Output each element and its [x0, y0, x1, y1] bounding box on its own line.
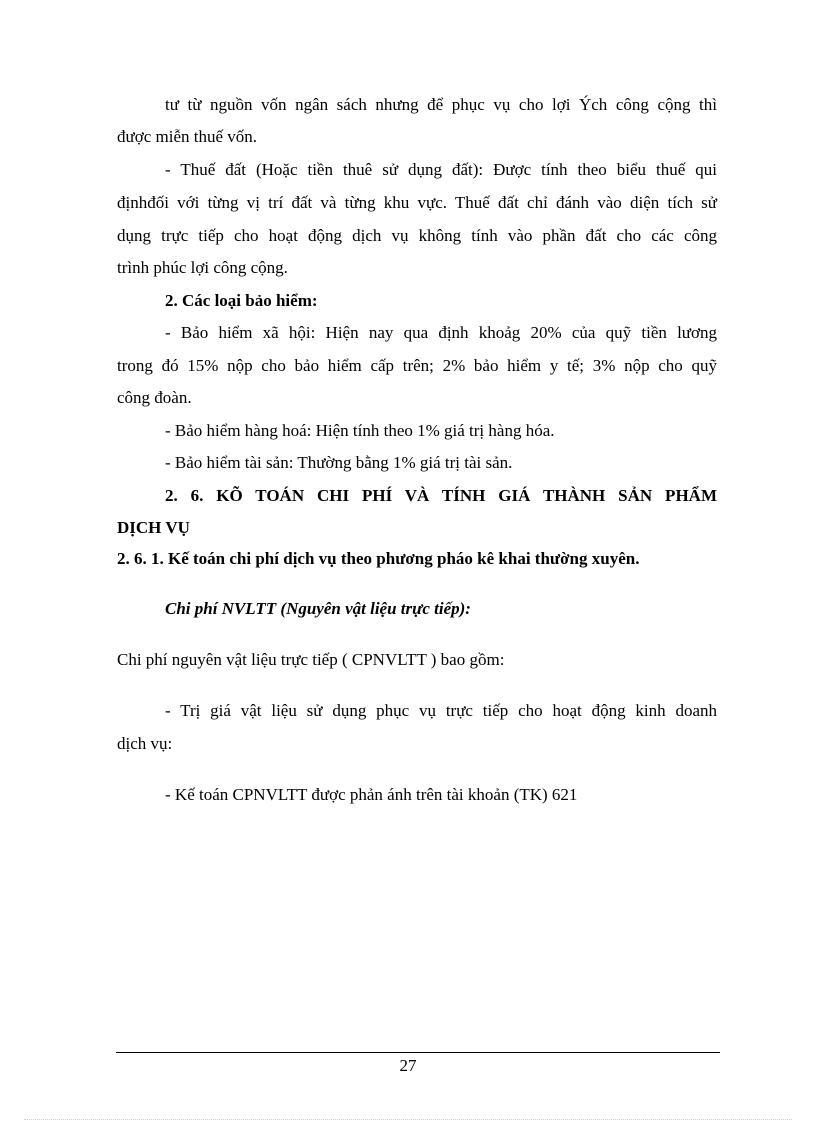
paragraph-line-20: - Kế toán CPNVLTT được phản ánh trên tài khoản (TK) 621: [165, 785, 578, 804]
paragraph-line-11: - Bảo hiểm hàng hoá: Hiện tính theo 1% giá trị hàng hóa.: [165, 421, 555, 440]
paragraph-line-8: - Bảo hiểm xã hội: Hiện nay qua định khoảg 20% của quỹ tiền lương: [165, 323, 717, 342]
paragraph-line-1: tư từ nguồn vốn ngân sách nhưng để phục vụ cho lợi Ých công cộng thì: [165, 95, 717, 114]
page-edge-divider: [24, 1119, 792, 1120]
page-number: 27: [399, 1056, 417, 1075]
paragraph-line-5: dụng trực tiếp cho hoạt động dịch vụ không tính vào phần đất cho các công: [117, 226, 717, 245]
paragraph-line-10: công đoàn.: [117, 388, 192, 407]
paragraph-line-19: dịch vụ:: [117, 734, 173, 753]
paragraph-line-2: được miễn thuế vốn.: [117, 127, 258, 146]
paragraph-line-18: - Trị giá vật liệu sử dụng phục vụ trực tiếp cho hoạt động kinh doanh: [165, 701, 717, 720]
subsection-heading: 2. 6. 1. Kế toán chi phí dịch vụ theo phương pháo kê khai thường xuyên.: [117, 549, 640, 568]
section-heading-insurance: 2. Các loại bảo hiểm:: [165, 291, 318, 310]
paragraph-line-9: trong đó 15% nộp cho bảo hiểm cấp trên; 2% bảo hiểm y tế; 3% nộp cho quỹ: [117, 356, 717, 375]
paragraph-line-4: địnhđối với từng vị trí đất và từng khu vực. Thuế đất chỉ đánh vào diện tích sử: [117, 193, 717, 212]
chapter-heading-line-1: 2. 6. KÕ TOÁN CHI PHÍ VÀ TÍNH GIÁ THÀNH SẢN PHẨM: [165, 486, 717, 505]
paragraph-line-12: - Bảo hiểm tài sản: Thường bằng 1% giá trị tài sản.: [165, 453, 513, 472]
paragraph-line-17: Chi phí nguyên vật liệu trực tiếp ( CPNVLTT ) bao gồm:: [117, 650, 505, 669]
footer-rule: [116, 1052, 720, 1053]
chapter-heading-line-2: DỊCH VỤ: [117, 518, 190, 537]
subheading-nvltt: Chi phí NVLTT (Nguyên vật liệu trực tiếp):: [165, 599, 471, 618]
paragraph-line-6: trình phúc lợi công cộng.: [117, 258, 288, 277]
paragraph-line-3: - Thuế đất (Hoặc tiền thuê sử dụng đất): Được tính theo biểu thuế qui: [165, 160, 717, 179]
